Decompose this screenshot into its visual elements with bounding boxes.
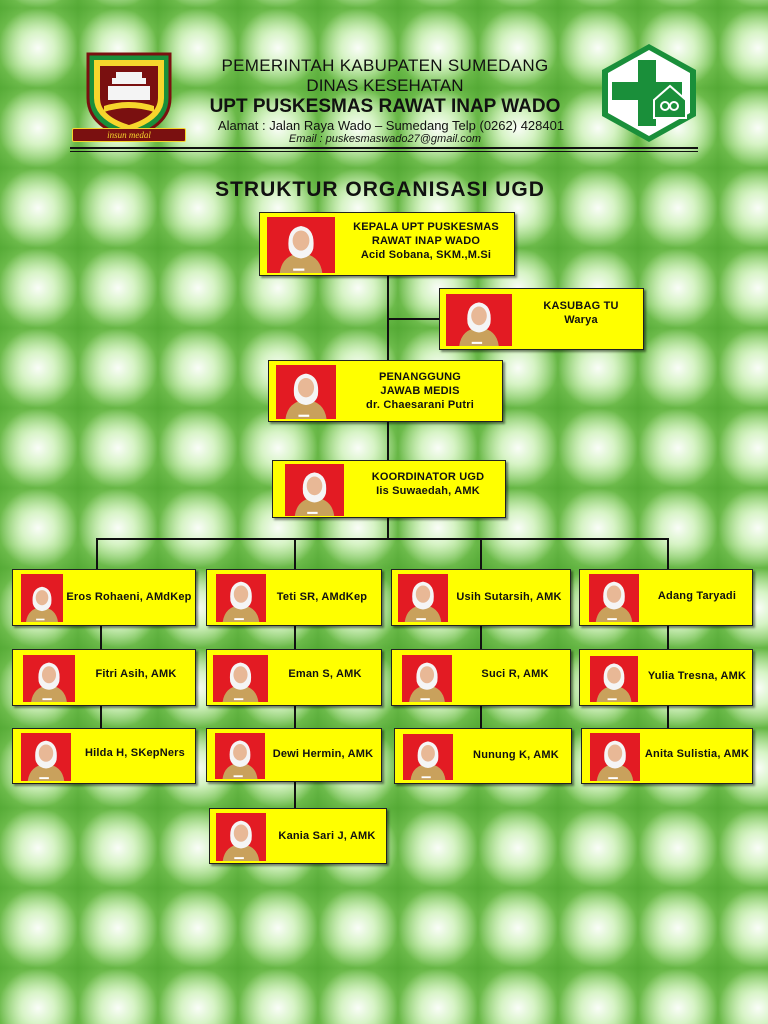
connector xyxy=(387,318,440,320)
node-label xyxy=(353,470,503,498)
node-pj-medis xyxy=(268,360,503,422)
node-title: PENANGGUNG xyxy=(378,371,462,383)
connector xyxy=(387,421,389,461)
person-photo xyxy=(216,574,266,622)
person-photo xyxy=(21,574,63,622)
connector xyxy=(387,517,389,539)
connector xyxy=(96,538,669,540)
staff-name: Adang Taryadi xyxy=(657,590,737,602)
header xyxy=(170,56,600,146)
person-photo xyxy=(590,656,638,702)
node-koordinator xyxy=(272,460,506,518)
logo-ribbon-text: insun medal xyxy=(107,130,151,140)
staff-name: Teti SR, AMdKep xyxy=(276,591,368,603)
staff-node xyxy=(579,569,753,626)
node-label xyxy=(340,220,512,262)
node-title: KOORDINATOR UGD xyxy=(371,471,485,483)
person-photo xyxy=(398,574,448,622)
connector xyxy=(100,626,102,650)
node-title: JAWAB MEDIS xyxy=(380,385,460,397)
chart-title: STRUKTUR ORGANISASI UGD xyxy=(215,178,545,201)
person-photo xyxy=(446,294,512,346)
portrait-icon xyxy=(215,733,265,779)
header-rule-thin xyxy=(70,151,698,152)
header-email: Email : puskesmaswado27@gmail.com xyxy=(288,133,482,145)
staff-node xyxy=(206,728,382,782)
node-label xyxy=(345,370,495,412)
connector xyxy=(480,538,482,570)
node-kasubag xyxy=(439,288,644,350)
staff-name: Fitri Asih, AMK xyxy=(95,668,177,680)
node-person-name: Acid Sobana, SKM.,M.Si xyxy=(360,249,492,261)
staff-node xyxy=(12,649,196,706)
portrait-icon xyxy=(213,655,268,702)
person-photo xyxy=(23,655,75,702)
node-title: KEPALA UPT PUSKESMAS xyxy=(353,221,499,233)
staff-name: Yulia Tresna, AMK xyxy=(647,670,747,682)
person-photo xyxy=(216,813,266,861)
staff-node xyxy=(12,728,196,784)
portrait-icon xyxy=(285,464,344,516)
portrait-icon xyxy=(216,813,266,861)
staff-name: Eros Rohaeni, AMdKep xyxy=(66,591,192,603)
node-person-name: dr. Chaesarani Putri xyxy=(366,399,474,411)
header-address: Alamat : Jalan Raya Wado – Sumedang Telp (0262) 428401 xyxy=(217,118,565,133)
portrait-icon xyxy=(216,574,266,622)
person-photo xyxy=(403,734,453,780)
staff-node xyxy=(581,728,753,784)
node-title: RAWAT INAP WADO xyxy=(371,235,481,247)
staff-node xyxy=(209,808,387,864)
staff-name: Kania Sari J, AMK xyxy=(278,830,376,842)
portrait-icon xyxy=(589,574,639,622)
connector xyxy=(294,705,296,729)
connector xyxy=(294,626,296,650)
portrait-icon xyxy=(403,734,453,780)
person-photo xyxy=(267,217,335,273)
connector xyxy=(294,538,296,570)
staff-node xyxy=(394,728,572,784)
staff-node xyxy=(391,569,571,626)
staff-node xyxy=(12,569,196,626)
connector xyxy=(667,705,669,729)
person-photo xyxy=(21,733,71,781)
node-person-name: Iis Suwaedah, AMK xyxy=(376,485,480,497)
staff-name: Suci R, AMK xyxy=(481,668,549,680)
staff-node xyxy=(391,649,571,706)
connector xyxy=(96,538,98,570)
connector xyxy=(480,626,482,650)
connector xyxy=(294,782,296,810)
staff-name: Eman S, AMK xyxy=(288,668,362,680)
header-department: DINAS KESEHATAN xyxy=(306,76,464,95)
person-photo xyxy=(590,733,640,781)
header-government: PEMERINTAH KABUPATEN SUMEDANG xyxy=(221,56,549,75)
node-title: KASUBAG TU xyxy=(543,300,619,312)
staff-name: Nunung K, AMK xyxy=(473,749,559,761)
staff-node xyxy=(206,649,382,706)
portrait-icon xyxy=(402,655,452,702)
portrait-icon xyxy=(590,656,638,702)
staff-name: Hilda H, SKepNers xyxy=(85,747,185,759)
person-photo xyxy=(215,733,265,779)
person-photo xyxy=(285,464,344,516)
person-photo xyxy=(402,655,452,702)
node-person-name: Warya xyxy=(564,314,598,326)
person-photo xyxy=(213,655,268,702)
header-rule xyxy=(70,147,698,149)
portrait-icon xyxy=(23,655,75,702)
portrait-icon xyxy=(267,217,335,273)
header-institution: UPT PUSKESMAS RAWAT INAP WADO xyxy=(209,96,561,117)
staff-node xyxy=(579,649,753,706)
puskesmas-logo xyxy=(598,42,700,144)
portrait-icon xyxy=(590,733,640,781)
logo-ribbon xyxy=(72,128,186,142)
portrait-icon xyxy=(276,365,336,419)
connector xyxy=(667,626,669,650)
portrait-icon xyxy=(21,574,63,622)
staff-node xyxy=(206,569,382,626)
person-photo xyxy=(589,574,639,622)
connector xyxy=(100,705,102,729)
staff-name: Dewi Hermin, AMK xyxy=(272,748,374,760)
portrait-icon xyxy=(21,733,71,781)
portrait-icon xyxy=(398,574,448,622)
node-kepala xyxy=(259,212,515,276)
connector xyxy=(667,538,669,570)
portrait-icon xyxy=(446,294,512,346)
staff-name: Anita Sulistia, AMK xyxy=(644,748,750,760)
connector xyxy=(480,705,482,729)
node-label xyxy=(522,299,640,327)
staff-name: Usih Sutarsih, AMK xyxy=(456,591,562,603)
person-photo xyxy=(276,365,336,419)
